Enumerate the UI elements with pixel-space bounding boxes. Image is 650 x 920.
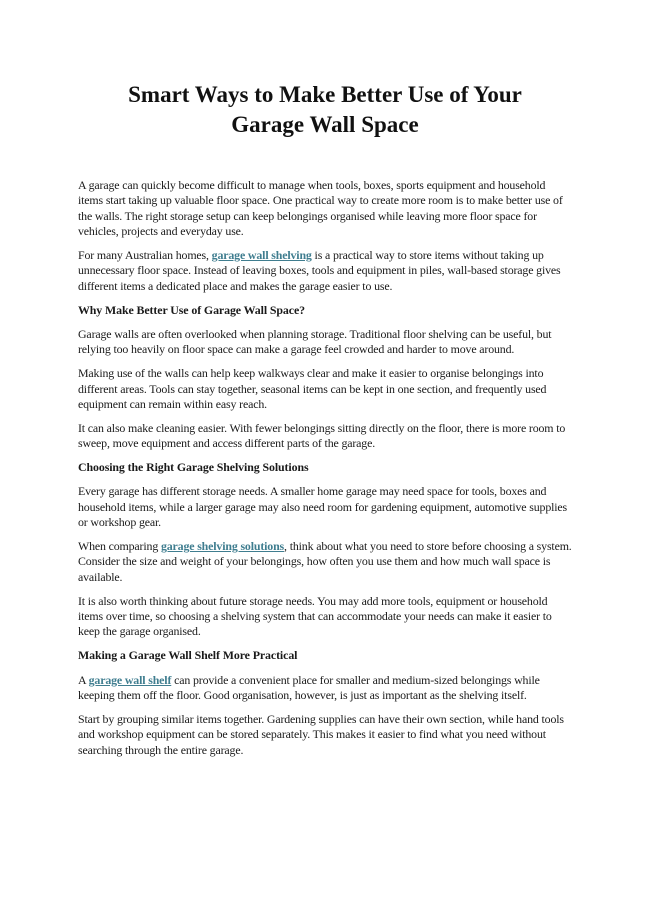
text: , think about what you need to store before choosing a system. Consider the size and weight of your belongings, how often you use them and how much wall space is available.: [78, 539, 572, 584]
section-heading-why: Why Make Better Use of Garage Wall Space?: [78, 302, 305, 317]
paragraph-shelving-solutions: [78, 539, 572, 585]
page-title: [78, 80, 572, 140]
paragraph: It is also worth thinking about future storage needs. You may add more tools, equipment or household items over time, so choosing a shelving system that can accommodate your needs can make it easier to keep the garage organised.: [78, 593, 552, 639]
paragraph-wall-shelf: [78, 673, 572, 704]
text: is a practical way to store items without taking up unnecessary floor space. Instead of leaving boxes, tools and equipment in piles, wall-based storage gives different items a dedicated place and makes the garage easier to use.: [78, 248, 561, 293]
document-page: [78, 80, 572, 767]
paragraph: It can also make cleaning easier. With fewer belongings sitting directly on the floor, there is more room to sweep, move equipment and access different parts of the garage.: [78, 420, 566, 451]
text: A: [78, 672, 89, 687]
section-heading-making: Making a Garage Wall Shelf More Practical: [78, 648, 298, 663]
title-line-1: Smart Ways to Make Better Use of Your: [128, 82, 522, 107]
paragraph: Every garage has different storage needs. A smaller home garage may need space for tools, boxes and household items, while a larger garage may also need room for gardening equipment, automotive supplies or workshop gear.: [78, 484, 568, 530]
section-heading-choosing: Choosing the Right Garage Shelving Solutions: [78, 460, 309, 475]
paragraph: Start by grouping similar items together. Gardening supplies can have their own section, while hand tools and workshop equipment can be stored separately. This makes it easier to find what you need without searching through the entire garage.: [78, 711, 564, 757]
paragraph-wall-shelving: [78, 248, 572, 294]
text: can provide a convenient place for smaller and medium-sized belongings while keeping them off the floor. Good organisation, however, is just as important as the shelving itself.: [78, 672, 540, 703]
text: For many Australian homes,: [78, 248, 212, 263]
title-line-2: Garage Wall Space: [231, 112, 419, 137]
intro-paragraph: A garage can quickly become difficult to manage when tools, boxes, sports equipment and household items start taking up valuable floor space. One practical way to create more room is to make better use of the walls. The right storage setup can keep belongings organised while leaving more floor space for vehicles, projects and everyday use.: [78, 178, 563, 239]
link-garage-wall-shelf[interactable]: garage wall shelf: [88, 672, 172, 687]
link-garage-shelving-solutions[interactable]: garage shelving solutions: [160, 539, 285, 554]
paragraph: Making use of the walls can help keep walkways clear and make it easier to organise belongings into different areas. Tools can stay together, seasonal items can be kept in one section, and frequently used equipment can remain within easy reach.: [78, 366, 547, 412]
paragraph: Garage walls are often overlooked when planning storage. Traditional floor shelving can be useful, but relying too heavily on floor space can make a garage feel crowded and harder to move around.: [78, 327, 552, 357]
text: When comparing: [78, 539, 161, 554]
link-garage-wall-shelving[interactable]: garage wall shelving: [211, 248, 312, 263]
